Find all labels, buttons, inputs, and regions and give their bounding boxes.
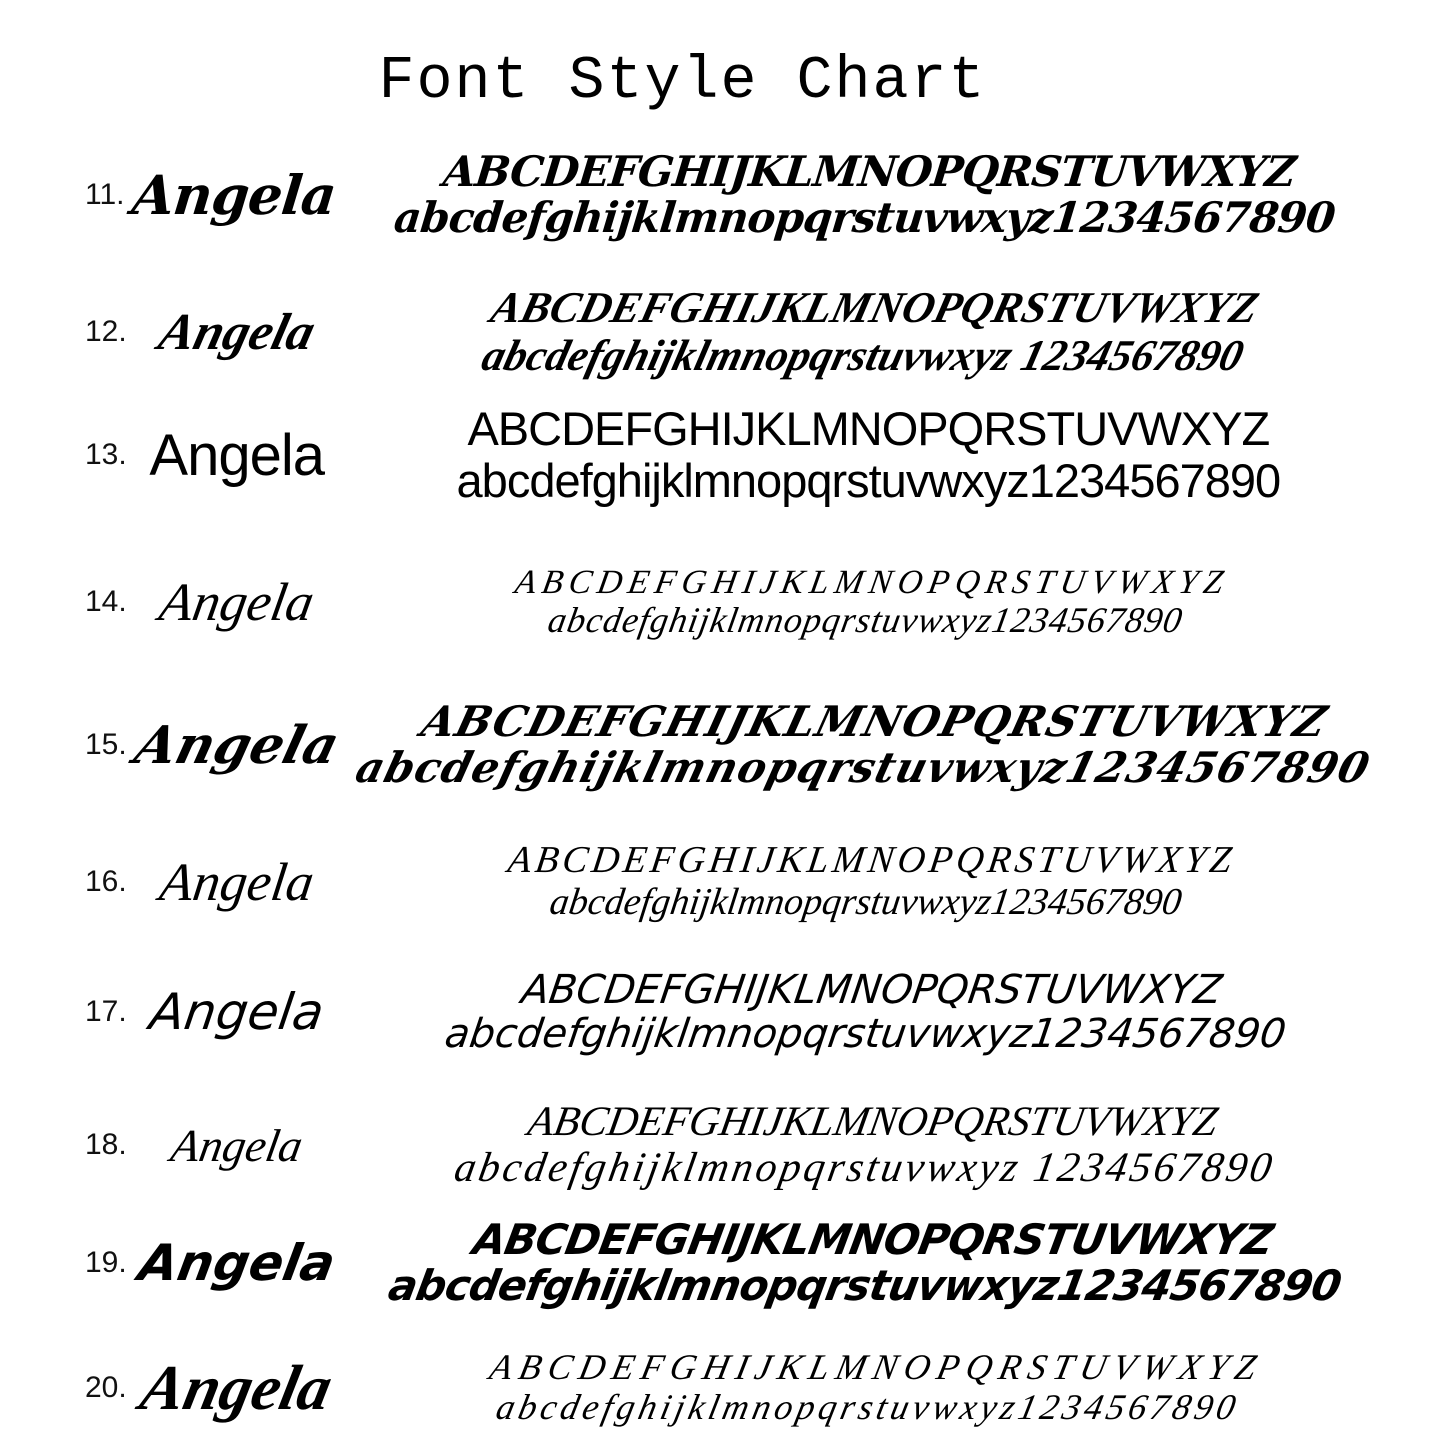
alphabet-specimen xyxy=(341,968,1397,1056)
font-sample-name: Angela xyxy=(149,422,325,488)
lowercase-digits-line: abcdefghijklmnopqrstuvwxyz 1234567890 xyxy=(450,1145,1278,1191)
lowercase-digits-line: abcdefghijklmnopqrstuvwxyz1234567890 xyxy=(492,1387,1244,1427)
font-row-19 xyxy=(0,1204,1445,1322)
font-sample-name: Angela xyxy=(146,983,328,1041)
font-row-13 xyxy=(0,396,1445,514)
alphabet-specimen xyxy=(339,1099,1399,1191)
uppercase-line: ABCDEFGHIJKLMNOPQRSTUVWXYZ xyxy=(416,696,1333,746)
font-sample-name: Angela xyxy=(156,852,318,912)
font-row-20 xyxy=(0,1329,1445,1445)
font-row-12 xyxy=(0,273,1445,391)
lowercase-digits-line: abcdefghijklmnopqrstuvwxyz1234567890 xyxy=(350,743,1375,792)
uppercase-line: ABCDEFGHIJKLMNOPQRSTUVWXYZ xyxy=(469,1214,1277,1264)
alphabet-specimen xyxy=(339,1214,1399,1310)
font-row-17 xyxy=(0,953,1445,1071)
alphabet-specimen xyxy=(340,564,1397,641)
font-row-11 xyxy=(0,136,1445,254)
lowercase-digits-line: abcdefghijklmnopqrstuvwxyz 1234567890 xyxy=(476,331,1249,380)
font-row-14 xyxy=(0,543,1445,661)
lowercase-digits-line: abcdefghijklmnopqrstuvwxyz1234567890 xyxy=(441,1011,1289,1057)
font-sample-name: Angela xyxy=(167,1119,307,1171)
uppercase-line: ABCDEFGHIJKLMNOPQRSTUVWXYZ xyxy=(505,839,1238,882)
font-number: 18. xyxy=(85,1128,127,1161)
page-title: Font Style Chart xyxy=(378,48,987,116)
font-sample-name: Angela xyxy=(153,303,321,361)
alphabet-specimen xyxy=(340,146,1395,242)
font-number: 15. xyxy=(85,728,127,761)
alphabet-specimen xyxy=(335,284,1402,381)
font-number: 14. xyxy=(85,585,127,618)
alphabet-specimen xyxy=(335,696,1401,792)
lowercase-digits-line: abcdefghijklmnopqrstuvwxyz1234567890 xyxy=(544,599,1186,640)
font-row-18 xyxy=(0,1086,1445,1204)
uppercase-line: ABCDEFGHIJKLMNOPQRSTUVWXYZ xyxy=(518,967,1225,1013)
font-number: 16. xyxy=(85,865,127,898)
font-sample-name: Angela xyxy=(134,1234,340,1292)
uppercase-line: ABCDEFGHIJKLMNOPQRSTUVWXYZ xyxy=(512,563,1232,601)
uppercase-line: ABCDEFGHIJKLMNOPQRSTUVWXYZ xyxy=(485,282,1264,332)
alphabet-specimen xyxy=(345,1348,1398,1427)
uppercase-line: ABCDEFGHIJKLMNOPQRSTUVWXYZ xyxy=(524,1098,1221,1145)
font-number: 19. xyxy=(85,1246,127,1279)
uppercase-line: ABCDEFGHIJKLMNOPQRSTUVWXYZ xyxy=(485,1347,1267,1388)
font-number: 13. xyxy=(85,438,127,471)
uppercase-line: ABCDEFGHIJKLMNOPQRSTUVWXYZ xyxy=(441,146,1299,196)
font-sample-name: Angela xyxy=(134,1352,339,1423)
lowercase-digits-line: abcdefghijklmnopqrstuvwxyz1234567890 xyxy=(392,193,1338,242)
font-sample-name: Angela xyxy=(154,572,319,632)
lowercase-digits-line: abcdefghijklmnopqrstuvwxyz1234567890 xyxy=(456,454,1281,507)
lowercase-digits-line: abcdefghijklmnopqrstuvwxyz1234567890 xyxy=(547,881,1185,923)
font-row-16 xyxy=(0,823,1445,941)
font-number: 20. xyxy=(85,1371,127,1404)
font-sample-name: Angela xyxy=(129,163,340,227)
font-number: 17. xyxy=(85,995,127,1028)
font-number: 12. xyxy=(85,315,127,348)
font-row-15 xyxy=(0,686,1445,804)
alphabet-specimen xyxy=(347,403,1390,506)
lowercase-digits-line: abcdefghijklmnopqrstuvwxyz1234567890 xyxy=(384,1261,1345,1310)
uppercase-line: ABCDEFGHIJKLMNOPQRSTUVWXYZ xyxy=(467,402,1270,456)
alphabet-specimen xyxy=(341,840,1396,924)
font-number: 11. xyxy=(85,178,125,211)
font-sample-name: Angela xyxy=(128,714,345,776)
